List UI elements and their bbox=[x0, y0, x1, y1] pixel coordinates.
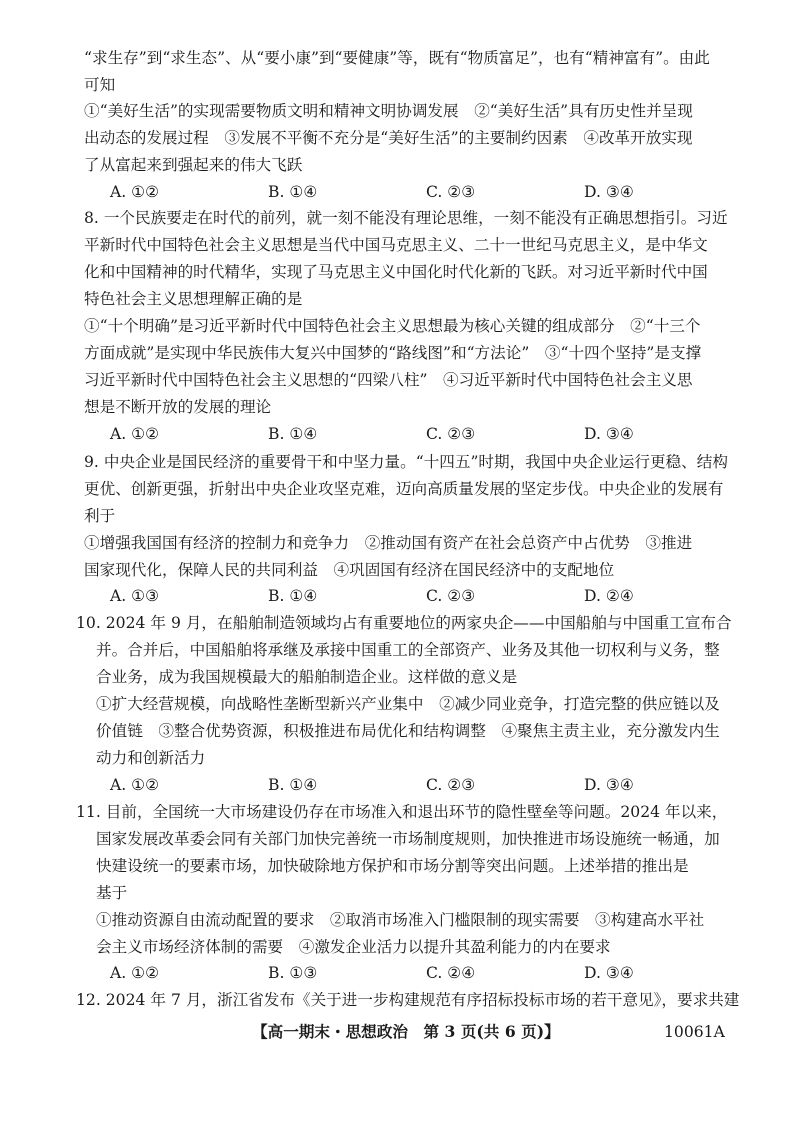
question-text-line: 可知 bbox=[84, 76, 116, 94]
statement-line: ①增强我国国有经济的控制力和竞争力 ②推动国有资产在社会总资产中占优势 ③推进 bbox=[84, 534, 693, 552]
question-stem-line: 12. 2024 年 7 月，浙江省发布《关于进一步构建规范有序招标投标市场的若干意见》，要求共建 bbox=[76, 991, 740, 1009]
question-stem-line: 特色社会主义思想理解正确的是 bbox=[84, 290, 303, 308]
question-stem-line: 11. 目前，全国统一大市场建设仍存在市场准入和退出环节的隐性壁垒等问题。2024 年以来， bbox=[76, 803, 728, 821]
question-stem-line: 利于 bbox=[84, 507, 116, 525]
statement-line: ①推动资源自由流动配置的要求 ②取消市场准入门槛限制的现实需要 ③构建高水平社 bbox=[96, 911, 705, 929]
question-stem-line: 9. 中央企业是国民经济的重要骨干和中坚力量。“十四五”时期，我国中央企业运行更稳、结构 bbox=[84, 453, 728, 471]
page-footer-title: 【高一期末・思想政治 第 3 页(共 6 页)】 bbox=[252, 1022, 560, 1041]
statement-line: 会主义市场经济体制的需要 ④激发企业活力以提升其盈利能力的内在要求 bbox=[96, 938, 611, 956]
statement-line: 出动态的发展过程 ③发展不平衡不充分是“美好生活”的主要制约因素 ④改革开放实现 bbox=[84, 129, 693, 147]
statement-line: 动力和创新活力 bbox=[96, 749, 206, 767]
statement-line: 国家现代化，保障人民的共同利益 ④巩固国有经济在国民经济中的支配地位 bbox=[84, 561, 615, 579]
question-text-line: “求生存”到“求生态”、从“要小康”到“要健康”等，既有“物质富足”，也有“精神富有”。由此 bbox=[84, 49, 710, 67]
option-c: C. ②③ bbox=[426, 587, 476, 605]
option-a: A. ①② bbox=[110, 964, 160, 982]
statement-line: 习近平新时代中国特色社会主义思想的“四梁八柱” ④习近平新时代中国特色社会主义思 bbox=[84, 371, 693, 389]
question-stem-line: 更优、创新更强，折射出中央企业攻坚克难，迈向高质量发展的坚定步伐。中央企业的发展有 bbox=[84, 480, 724, 498]
question-stem-line: 并。合并后，中国船舶将承继及承接中国重工的全部资产、业务及其他一切权利与义务，整 bbox=[96, 641, 720, 659]
option-d: D. ③④ bbox=[584, 183, 634, 201]
option-a: A. ①② bbox=[110, 776, 160, 794]
statement-line: ①“十个明确”是习近平新时代中国特色社会主义思想最为核心关键的组成部分 ②“十三个 bbox=[84, 317, 701, 335]
option-d: D. ③④ bbox=[584, 776, 634, 794]
option-c: C. ②③ bbox=[426, 776, 476, 794]
statement-line: 方面成就”是实现中华民族伟大复兴中国梦的“路线图”和“方法论” ③“十四个坚持”是支撑 bbox=[84, 344, 702, 362]
option-b: B. ①③ bbox=[268, 964, 318, 982]
option-b: B. ①④ bbox=[268, 183, 318, 201]
option-a: A. ①② bbox=[110, 183, 160, 201]
option-c: C. ②④ bbox=[426, 964, 476, 982]
option-b: B. ①④ bbox=[268, 587, 318, 605]
option-c: C. ②③ bbox=[426, 183, 476, 201]
statement-line: 想是不断开放的发展的理论 bbox=[84, 398, 272, 416]
question-stem-line: 国家发展改革委会同有关部门加快完善统一市场制度规则，加快推进市场设施统一畅通，加 bbox=[96, 830, 720, 848]
question-stem-line: 化和中国精神的时代精华，实现了马克思主义中国化时代化新的飞跃。对习近平新时代中国 bbox=[84, 263, 708, 281]
option-c: C. ②③ bbox=[426, 425, 476, 443]
option-d: D. ②④ bbox=[584, 587, 634, 605]
option-a: A. ①③ bbox=[110, 587, 160, 605]
statement-line: ①扩大经营规模，向战略性垄断型新兴产业集中 ②减少同业竞争，打造完整的供应链以及 bbox=[96, 695, 720, 713]
option-d: D. ③④ bbox=[584, 964, 634, 982]
page-footer-code: 10061A bbox=[664, 1023, 725, 1041]
statement-line: ①“美好生活”的实现需要物质文明和精神文明协调发展 ②“美好生活”具有历史性并呈现 bbox=[84, 102, 693, 120]
question-stem-line: 8. 一个民族要走在时代的前列，就一刻不能没有理论思维，一刻不能没有正确思想指引。习近 bbox=[84, 209, 728, 227]
question-stem-line: 平新时代中国特色社会主义思想是当代中国马克思主义、二十一世纪马克思主义，是中华文 bbox=[84, 236, 708, 254]
option-a: A. ①② bbox=[110, 425, 160, 443]
statement-line: 价值链 ③整合优势资源，积极推进布局优化和结构调整 ④聚焦主责主业，充分激发内生 bbox=[96, 722, 720, 740]
question-stem-line: 合业务，成为我国规模最大的船舶制造企业。这样做的意义是 bbox=[96, 668, 518, 686]
question-stem-line: 基于 bbox=[96, 884, 128, 902]
option-b: B. ①④ bbox=[268, 425, 318, 443]
option-b: B. ①④ bbox=[268, 776, 318, 794]
question-stem-line: 快建设统一的要素市场，加快破除地方保护和市场分割等突出问题。上述举措的推出是 bbox=[96, 857, 689, 875]
option-d: D. ③④ bbox=[584, 425, 634, 443]
question-stem-line: 10. 2024 年 9 月，在船舶制造领域均占有重要地位的两家央企——中国船舶与中国重工宣布合 bbox=[76, 614, 732, 632]
statement-line: 了从富起来到强起来的伟大飞跃 bbox=[84, 156, 303, 174]
